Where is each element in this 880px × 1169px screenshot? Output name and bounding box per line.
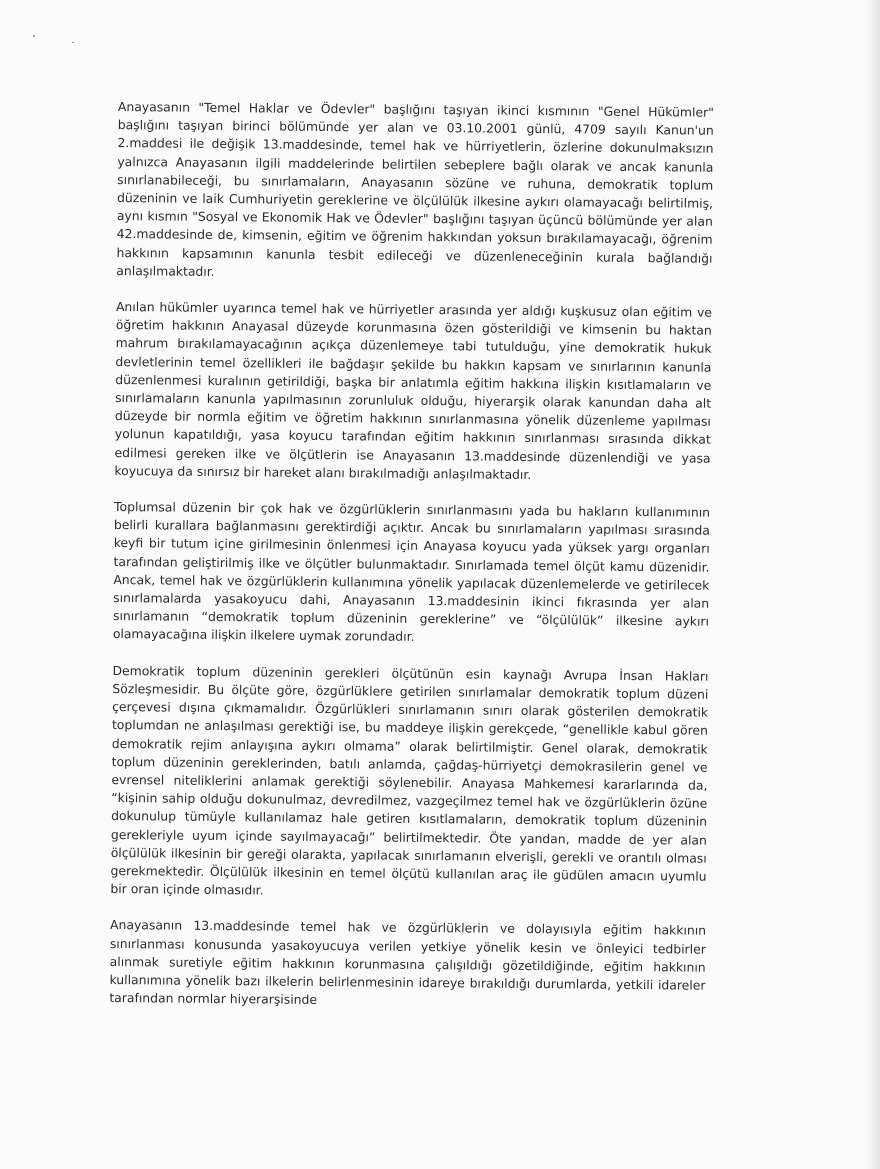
document-body	[109, 98, 714, 1013]
paragraph-1: Anayasanın "Temel Haklar ve Ödevler" başlığını taşıyan ikinci kısmının "Genel Hükümler" başlığını taşıyan birinci bölümünde yer alan ve 03.10.2001 günlü, 4709 sayılı Kanun'un 2.maddesi ile değişik 13.maddesinde, temel hak ve hürriyetlerin, özlerine dokunulmaksızın yalnızca Anayasanın ilgili maddelerinde belirtilen sebeplere bağlı olarak ve ancak kanunla sınırlanabileceği, bu sınırlamaların, Anayasanın sözüne ve ruhuna, demokratik toplum düzeninin ve laik Cumhuriyetin gereklerine ve ölçülülük ilkesine aykırı olamayacağı belirtilmiş, aynı kısmın "Sosyal ve Ekonomik Hak ve Ödevler" başlığını taşıyan üçüncü bölümünde yer alan 42.maddesinde de, kimsenin, eğitim ve öğrenim hakkından yoksun bırakılamayacağı, öğrenim hakkının kapsamının kanunla tesbit edileceği ve düzenleneceğinin kurala bağlandığı anlaşılmaktadır.	[116, 98, 714, 279]
paragraph-5: Anayasanın 13.maddesinde temel hak ve özgürlüklerin ve dolayısıyla eğitim hakkının sınırlanması konusunda yasakoyucuya verilen yetkiye yönelik kesin ve önleyici tedbirler alınmak suretiyle eğitim hakkının korunmasına çalışıldığı gözetildiğinde, eğitim hakkının kullanımına yönelik bazı ilkelerin belirlenmesinin idareye bırakıldığı durumlarda, yetkili idareler tarafından normlar hiyerarşisinde	[109, 917, 707, 1008]
scan-speck	[33, 35, 35, 37]
paragraph-2: Anılan hükümler uyarınca temel hak ve hürriyetler arasında yer aldığı kuşkusuz olan eğitim ve öğretim hakkının Anayasal düzeyde korunmasına özen gösterildiği ve kimsenin bu haktan mahrum bırakılamayacağının açıkça düzenlemeye tabi tutulduğu, yine demokratik hukuk devletlerinin temel özellikleri ile bağdaşır şekilde bu hakkın kapsam ve sınırlarının kanunla düzenlenmesi kuralının getirildiği, başka bir anlatımla eğitim hakkına ilişkin kısıtlamaların ve sınırlamaların kanunla yapılmasının zorunluluk olduğu, hiyerarşik olarak kanundan daha alt düzeyde bir normla eğitim ve öğretim hakkının sınırlanmasına yönelik düzenleme yapılması yolunun kapatıldığı, yasa koyucu tarafından eğitim hakkının sınırlanması sırasında dikkat edilmesi gereken ilke ve ölçütlerin ise Anayasanın 13.maddesinde düzenlendiği ve yasa koyucuya da sınırsız bir hareket alanı bırakılmadığı anlaşılmaktadır.	[114, 299, 713, 482]
scan-edge-shadow	[866, 0, 880, 1169]
paragraph-4: Demokratik toplum düzeninin gerekleri ölçütünün esin kaynağı Avrupa İnsan Hakları Sözleşmesidir. Bu ölçüte göre, özgürlüklere getirilen sınırlamalar demokratik toplum düzeni çerçevesi dışına çıkmamalıdır. Özgürlükleri sınırlamanın sınırı olarak gösterilen demokratik toplumdan ne anlaşılması gerektiği ise, bu maddeye ilişkin gerekçede, “genellikle kabul gören demokratik rejim anlayışına aykırı olmama” olarak belirtilmiştir. Genel olarak, demokratik toplum düzeninin gereklerinden, batılı anlamda, çağdaş-hürriyetçi demokrasilerin genel ve evrensel niteliklerini anlamak gerektiği söylenebilir. Anayasa Mahkemesi kararlarında da, “kişinin sahip olduğu dokunulmaz, devredilmez, vazgeçilmez temel hak ve özgürlüklerin özüne dokunulup tümüyle kullanılamaz hale getiren kısıtlamaların, demokratik toplum düzeninin gerekleriyle uyum içinde sayılmayacağı” belirtilmektedir. Öte yandan, madde de yer alan ölçülülük ilkesinin bir gereği olarakta, yapılacak sınırlamanın elverişli, gerekli ve orantılı olması gerekmektedir. Ölçülülük ilkesinin en temel ölçütü kullanılan araç ile güdülen amacın uyumlu bir oran içinde olmasıdır.	[110, 662, 709, 898]
paragraph-3: Toplumsal düzenin bir çok hak ve özgürlüklerin sınırlanmasını yada bu hakların kullanımının belirli kurallara bağlanmasını gerektirdiği açıktır. Ancak bu sınırlamaların yapılması sırasında keyfi bir tutum içine girilmesinin önlenmesi için Anayasa koyucu yada yüksek yargı organları tarafından geliştirilmiş ilke ve ölçütler bulunmaktadır. Sınırlamada temel ölçüt kamu düzenidir. Ancak, temel hak ve özgürlüklerin kullanımına yönelik yapılacak düzenlemelerde ve getirilecek sınırlamalarda yasakoyucu dahi, Anayasanın 13.maddesinin ikinci fıkrasında yer alan sınırlamanın “demokratik toplum düzeninin gereklerine” ve “ölçülülük” ilkesine aykırı olamayacağına ilişkin ilkelere uymak zorundadır.	[112, 499, 711, 645]
scan-speck	[72, 42, 74, 43]
